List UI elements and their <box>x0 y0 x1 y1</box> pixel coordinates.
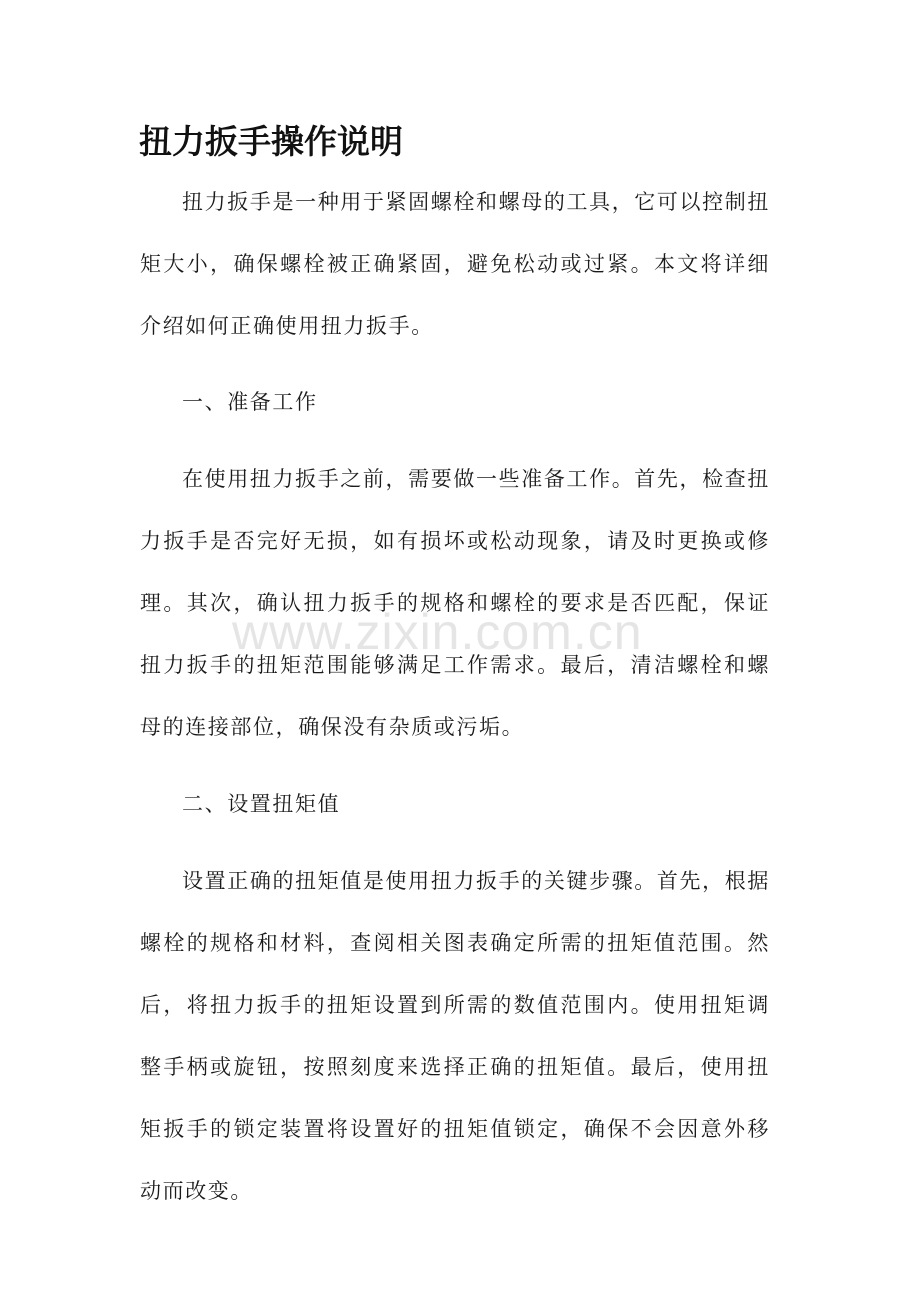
watermark: www.zixin.com.cn <box>232 604 643 660</box>
section-heading-preparation: 一、准备工作 <box>182 390 318 414</box>
page-title: 扭力扳手操作说明 <box>139 122 403 161</box>
section-body-preparation: 在使用扭力扳手之前，需要做一些准备工作。首先，检查扭力扳手是否完好无损，如有损坏或松动现象，请及时更换或修理。其次，确认扭力扳手的规格和螺栓的要求是否匹配，保证扭力扳手的扭矩范围能够满足工作需求。最后，清洁螺栓和螺母的连接部位，确保没有杂质或污垢。 <box>140 467 770 739</box>
intro-paragraph: 扭力扳手是一种用于紧固螺栓和螺母的工具，它可以控制扭矩大小，确保螺栓被正确紧固，避免松动或过紧。本文将详细介绍如何正确使用扭力扳手。 <box>140 190 770 338</box>
section-body-set-torque: 设置正确的扭矩值是使用扭力扳手的关键步骤。首先，根据螺栓的规格和材料，查阅相关图表确定所需的扭矩值范围。然后，将扭力扳手的扭矩设置到所需的数值范围内。使用扭矩调整手柄或旋钮，按照刻度来选择正确的扭矩值。最后，使用扭矩扳手的锁定装置将设置好的扭矩值锁定，确保不会因意外移动而改变。 <box>140 869 770 1203</box>
section-heading-set-torque: 二、设置扭矩值 <box>182 792 341 816</box>
